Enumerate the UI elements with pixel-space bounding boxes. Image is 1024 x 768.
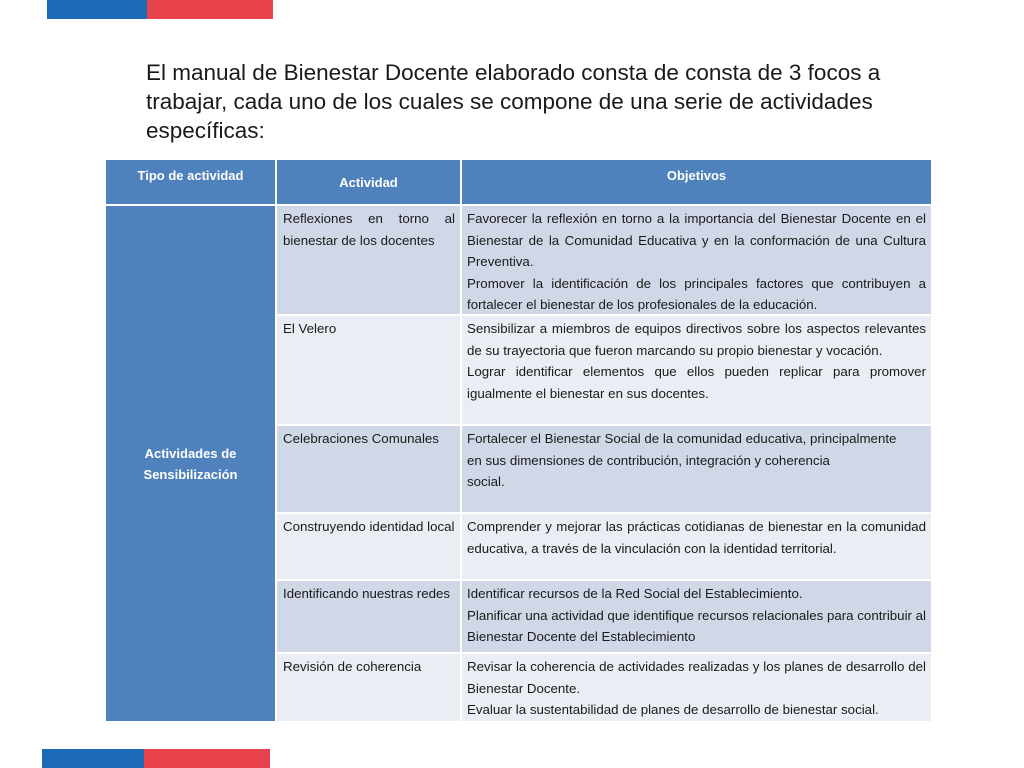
actividad-cell: Celebraciones Comunales <box>277 426 460 512</box>
objetivos-cell <box>462 514 931 579</box>
tipo-cell <box>106 206 275 721</box>
actividad-cell: Revisión de coherencia <box>277 654 460 721</box>
objective-text: Favorecer la reflexión en torno a la importancia del Bienestar Docente en el Bienestar de la Comunidad Educativa y en la conformación de una Cultura Preventiva. <box>467 211 926 269</box>
objective-text: Lograr identificar elementos que ellos pueden replicar para promover igualmente el bienestar en sus docentes. <box>467 364 926 401</box>
tipo-label: Actividades de Sensibilización <box>143 445 238 482</box>
actividad-cell: Identificando nuestras redes <box>277 581 460 652</box>
objective-text: Planificar una actividad que identifique recursos relacionales para contribuir al Bienestar Docente del Establecimiento <box>467 607 927 644</box>
objective-text: Promover la identificación de los principales factores que contribuyen a fortalecer el bienestar de los profesionales de la educación. <box>467 275 926 312</box>
actividad-cell: Reflexiones en torno al bienestar de los docentes <box>277 206 460 314</box>
objective-text: Identificar recursos de la Red Social del Establecimiento. <box>467 586 803 601</box>
objetivos-cell <box>462 316 931 424</box>
objective-text: social. <box>467 474 505 489</box>
objective-text: Comprender y mejorar las prácticas cotidianas de bienestar en la comunidad educativa, a través de la vinculación con la identidad territorial. <box>467 519 926 556</box>
objective-text: Fortalecer el Bienestar Social de la comunidad educativa, principalmente <box>467 431 897 446</box>
objective-text: Evaluar la sustentabilidad de planes de desarrollo de bienestar social. <box>467 702 879 717</box>
header-tipo: Tipo de actividad <box>106 160 275 204</box>
flag-red-segment <box>144 749 270 768</box>
objective-text: Sensibilizar a miembros de equipos directivos sobre los aspectos relevantes de su trayectoria que fueron marcando su propio bienestar y vocación. <box>467 321 926 358</box>
header-objetivos: Objetivos <box>462 160 931 204</box>
flag-blue-segment <box>47 0 147 19</box>
objetivos-cell <box>462 426 931 512</box>
activities-table <box>106 160 931 721</box>
flag-blue-segment <box>42 749 144 768</box>
objetivos-cell <box>462 206 931 314</box>
actividad-cell: El Velero <box>277 316 460 424</box>
top-flag-stripe <box>47 0 273 19</box>
objective-text: Revisar la coherencia de actividades realizadas y los planes de desarrollo del Bienestar Docente. <box>467 659 926 696</box>
objective-text: en sus dimensiones de contribución, integración y coherencia <box>467 452 830 468</box>
actividad-cell: Construyendo identidad local <box>277 514 460 579</box>
bottom-flag-stripe <box>42 749 270 768</box>
flag-red-segment <box>147 0 273 19</box>
slide-title: El manual de Bienestar Docente elaborado consta de consta de 3 focos a trabajar, cada uno de los cuales se compone de una serie de actividades específicas: <box>146 60 881 143</box>
header-actividad <box>277 160 460 204</box>
header-actividad-label: Actividad <box>339 175 398 191</box>
objetivos-cell <box>462 654 931 721</box>
objetivos-cell <box>462 581 931 652</box>
